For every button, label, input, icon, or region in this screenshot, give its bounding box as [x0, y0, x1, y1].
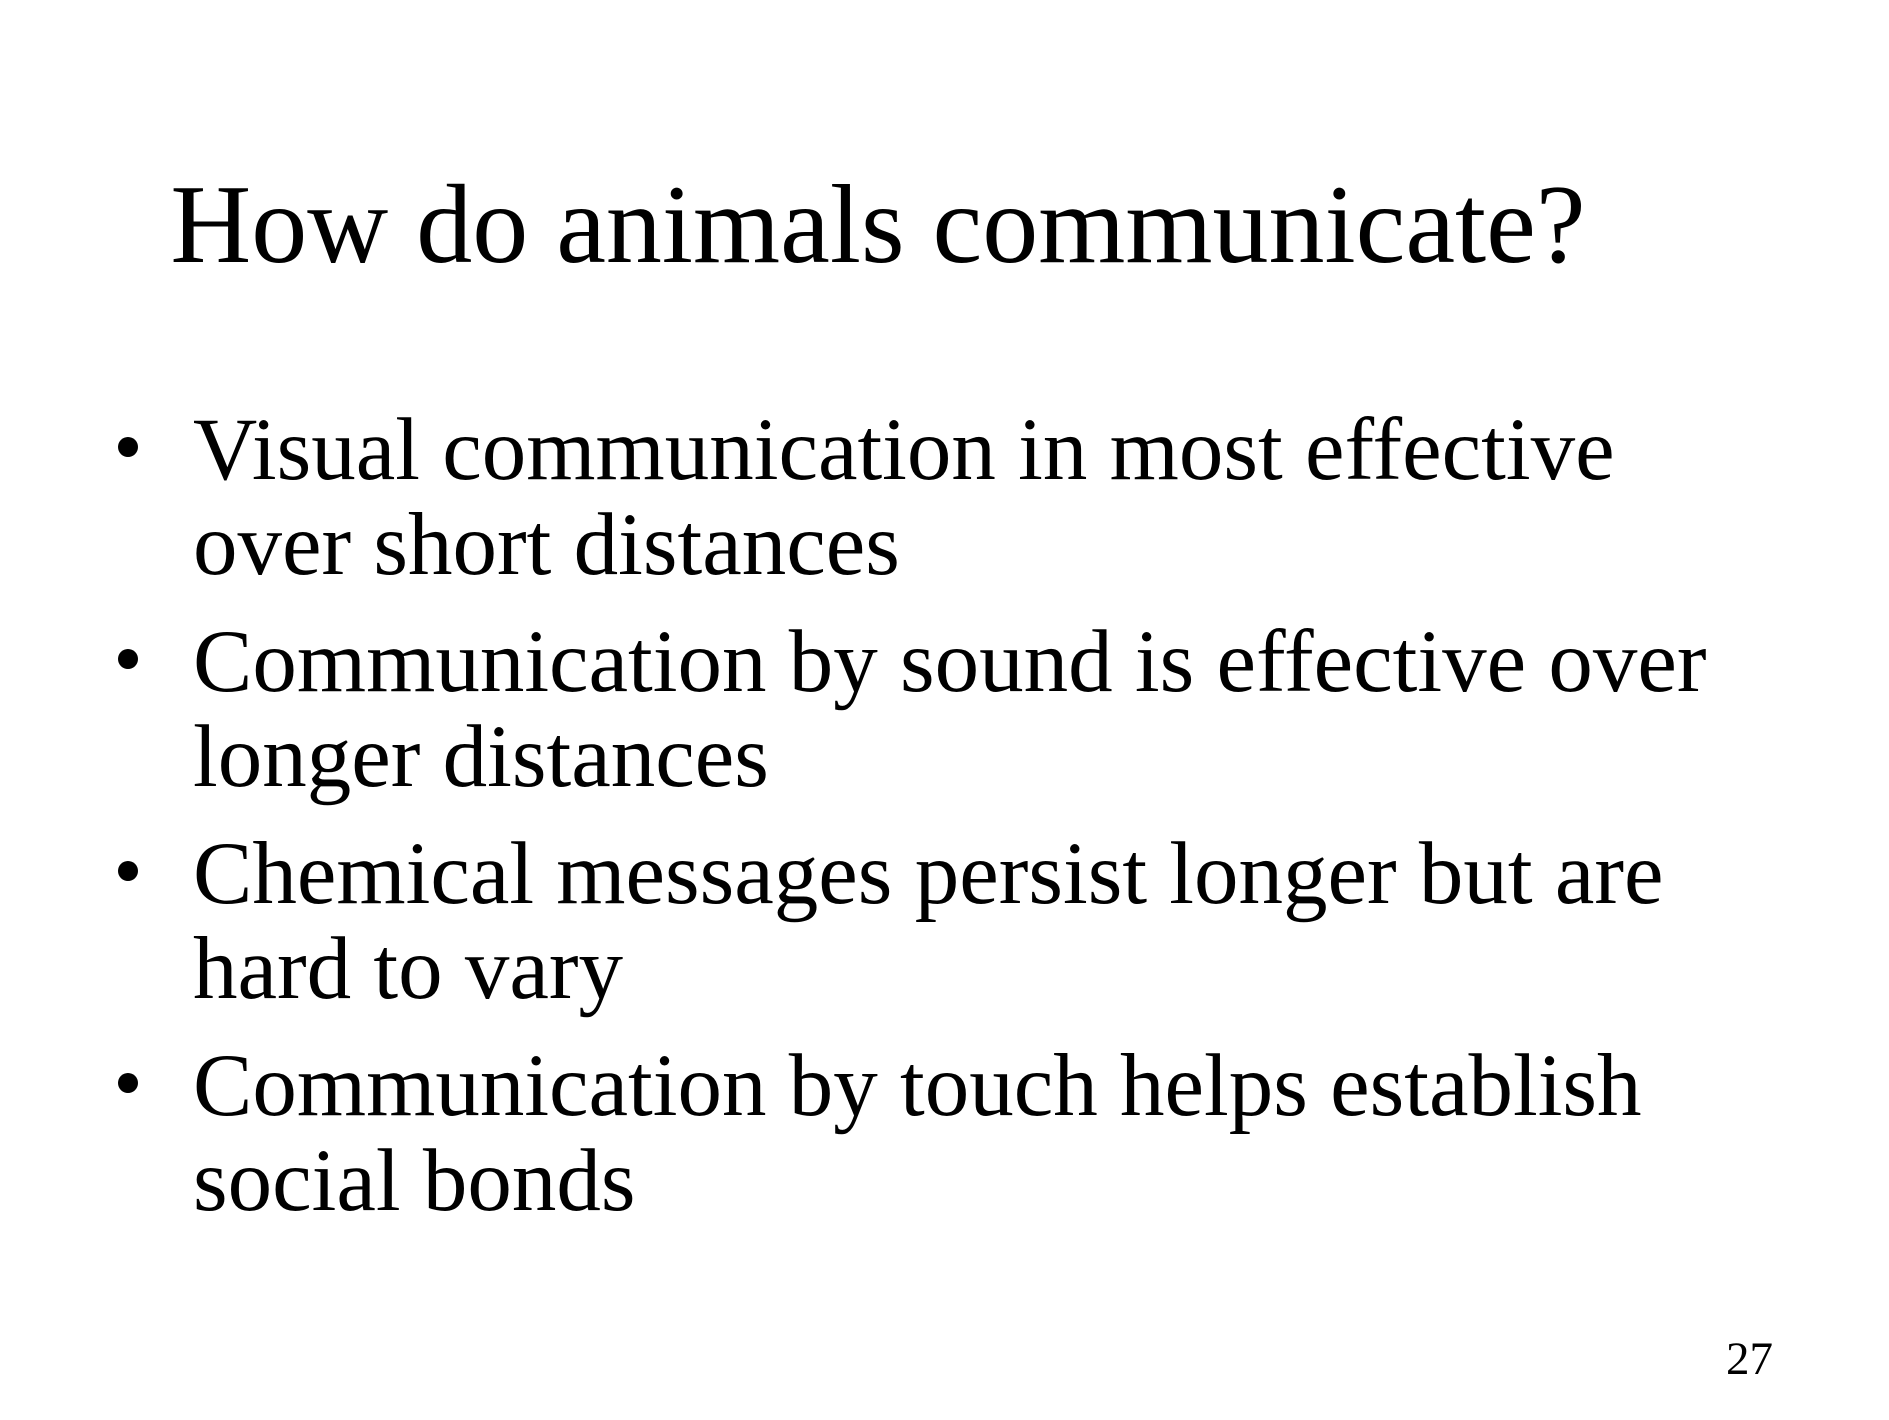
bullet-text: Communication by touch helps establish social bonds [193, 1037, 1642, 1230]
bullet-dot-icon [112, 403, 193, 457]
bullet-text: Chemical messages persist longer but are hard to vary [193, 825, 1664, 1018]
bullet-item [112, 615, 1733, 805]
bullet-dot-icon [112, 827, 193, 881]
bullet-text: Communication by sound is effective over longer distances [193, 613, 1707, 806]
bullet-dot-icon [112, 615, 193, 669]
bullet-list [112, 403, 1733, 1229]
slide-title: How do animals communicate? [170, 163, 1586, 287]
bullet-item [112, 1039, 1733, 1229]
bullet-dot-icon [112, 1039, 193, 1093]
page-number: 27 [1726, 1333, 1773, 1385]
bullet-item [112, 827, 1733, 1017]
bullet-text: Visual communication in most effective over short distances [193, 401, 1615, 594]
bullet-item [112, 403, 1733, 593]
